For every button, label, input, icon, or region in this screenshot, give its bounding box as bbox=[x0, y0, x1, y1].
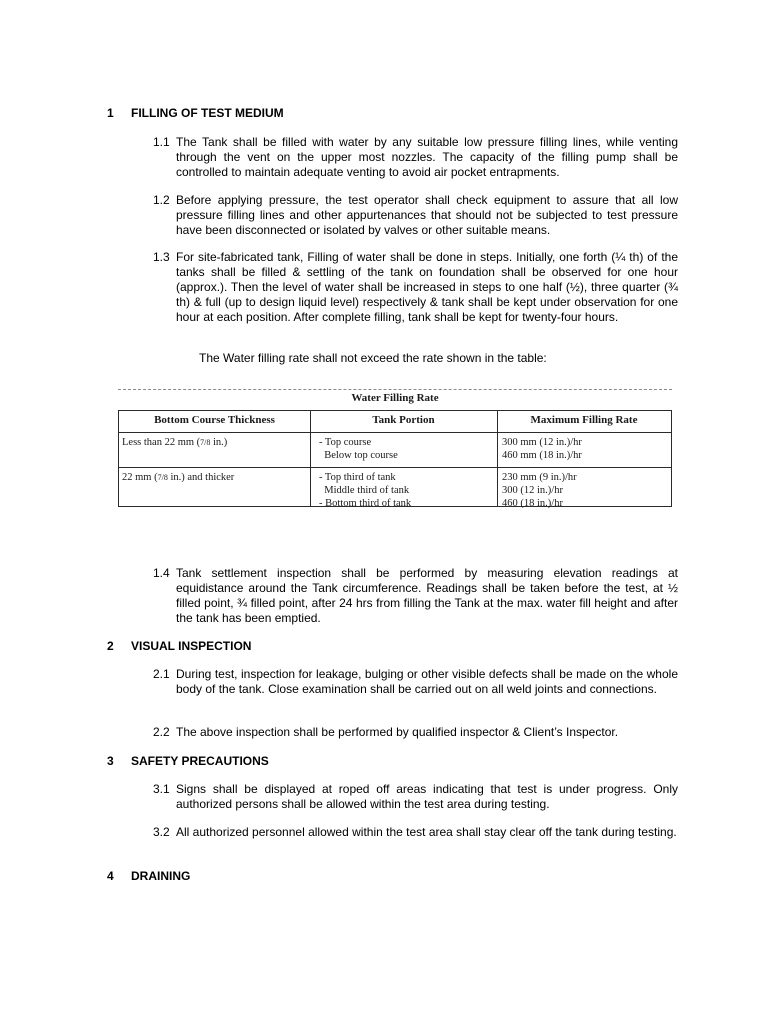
column-header: Tank Portion bbox=[372, 414, 435, 426]
item-text: Tank settlement inspection shall be performed by measuring elevation readings at equidistance around the Tank circumference. Readings shall be taken before the test, at ½ filled point, ¾ filled point, after 24 hrs from filling the Tank at the max. water fill height and after the tank has been emptied. bbox=[176, 566, 678, 625]
section-title: FILLING OF TEST MEDIUM bbox=[131, 106, 284, 120]
column-header: Bottom Course Thickness bbox=[154, 414, 275, 426]
section-number: 1 bbox=[107, 106, 114, 120]
item-text: For site-fabricated tank, Filling of water shall be done in steps. Initially, one forth (¼ th) of the tanks shall be filled & settling of the tank on foundation shall be observed for one hour (approx.). Then the level of water shall be increased in steps to one half (½), three quarter (¾ th) & full (up to design liquid level) respectively & tank shall be kept under observation for one hour at each position. After complete filling, tank shall be kept for twenty-four hours. bbox=[176, 250, 678, 324]
section-title: VISUAL INSPECTION bbox=[131, 639, 252, 653]
table-cell-portion: Middle third of tank bbox=[319, 485, 410, 496]
table-cell-rate: 300 (12 in.)/hr bbox=[502, 485, 563, 496]
table-cell-portion: Below top course bbox=[319, 450, 398, 461]
table-grid bbox=[118, 410, 672, 507]
table-cell-rate: 230 mm (9 in.)/hr bbox=[502, 472, 577, 483]
item-text: The above inspection shall be performed by qualified inspector & Client’s Inspector. bbox=[176, 725, 619, 739]
item-number: 3.2 bbox=[153, 825, 170, 839]
row-divider bbox=[119, 467, 671, 468]
table-cell-thickness: Less than 22 mm (7/8 in.) bbox=[122, 437, 228, 448]
table-cell-thickness: 22 mm (7/8 in.) and thicker bbox=[122, 472, 235, 483]
table-cell-portion: - Top third of tank bbox=[319, 472, 396, 483]
table-top-rule bbox=[118, 389, 672, 390]
section-title: SAFETY PRECAUTIONS bbox=[131, 754, 269, 768]
column-header: Maximum Filling Rate bbox=[530, 414, 638, 426]
item-number: 1.2 bbox=[153, 193, 170, 207]
table-cell-portion: - Bottom third of tank bbox=[319, 498, 412, 509]
table-cell-rate: 300 mm (12 in.)/hr bbox=[502, 437, 582, 448]
water-filling-rate-table bbox=[118, 384, 672, 524]
item-text: Signs shall be displayed at roped off areas indicating that test is under progress. Only authorized persons shall be allowed within the test area during testing. bbox=[176, 782, 678, 811]
row-divider bbox=[119, 432, 671, 433]
item-text: All authorized personnel allowed within the test area shall stay clear off the tank during testing. bbox=[176, 825, 677, 839]
item-number: 3.1 bbox=[153, 782, 170, 796]
item-number: 1.3 bbox=[153, 250, 170, 264]
section-number: 3 bbox=[107, 754, 114, 768]
item-number: 1.4 bbox=[153, 566, 170, 580]
item-number: 1.1 bbox=[153, 135, 170, 149]
section-number: 2 bbox=[107, 639, 114, 653]
item-text: The Tank shall be filled with water by any suitable low pressure filling lines, while venting through the vent on the upper most nozzles. The capacity of the filling pump shall be controlled to maintain adequate venting to avoid air pocket entrapments. bbox=[176, 135, 678, 179]
table-cell-rate: 460 (18 in.)/hr bbox=[502, 498, 563, 509]
item-number: 2.1 bbox=[153, 667, 170, 681]
item-number: 2.2 bbox=[153, 725, 170, 739]
table-cell-rate: 460 mm (18 in.)/hr bbox=[502, 450, 582, 461]
table-intro-note: The Water filling rate shall not exceed the rate shown in the table: bbox=[199, 351, 547, 365]
item-text: Before applying pressure, the test operator shall check equipment to assure that all low pressure filling lines and other appurtenances that should not be subjected to test pressure have been disconnected or isolated by valves or other suitable means. bbox=[176, 193, 678, 237]
table-title: Water Filling Rate bbox=[351, 392, 439, 404]
section-number: 4 bbox=[107, 869, 114, 883]
section-title: DRAINING bbox=[131, 869, 191, 883]
table-cell-portion: - Top course bbox=[319, 437, 372, 448]
item-text: During test, inspection for leakage, bulging or other visible defects shall be made on the whole body of the tank. Close examination shall be carried out on all weld joints and connections. bbox=[176, 667, 678, 696]
